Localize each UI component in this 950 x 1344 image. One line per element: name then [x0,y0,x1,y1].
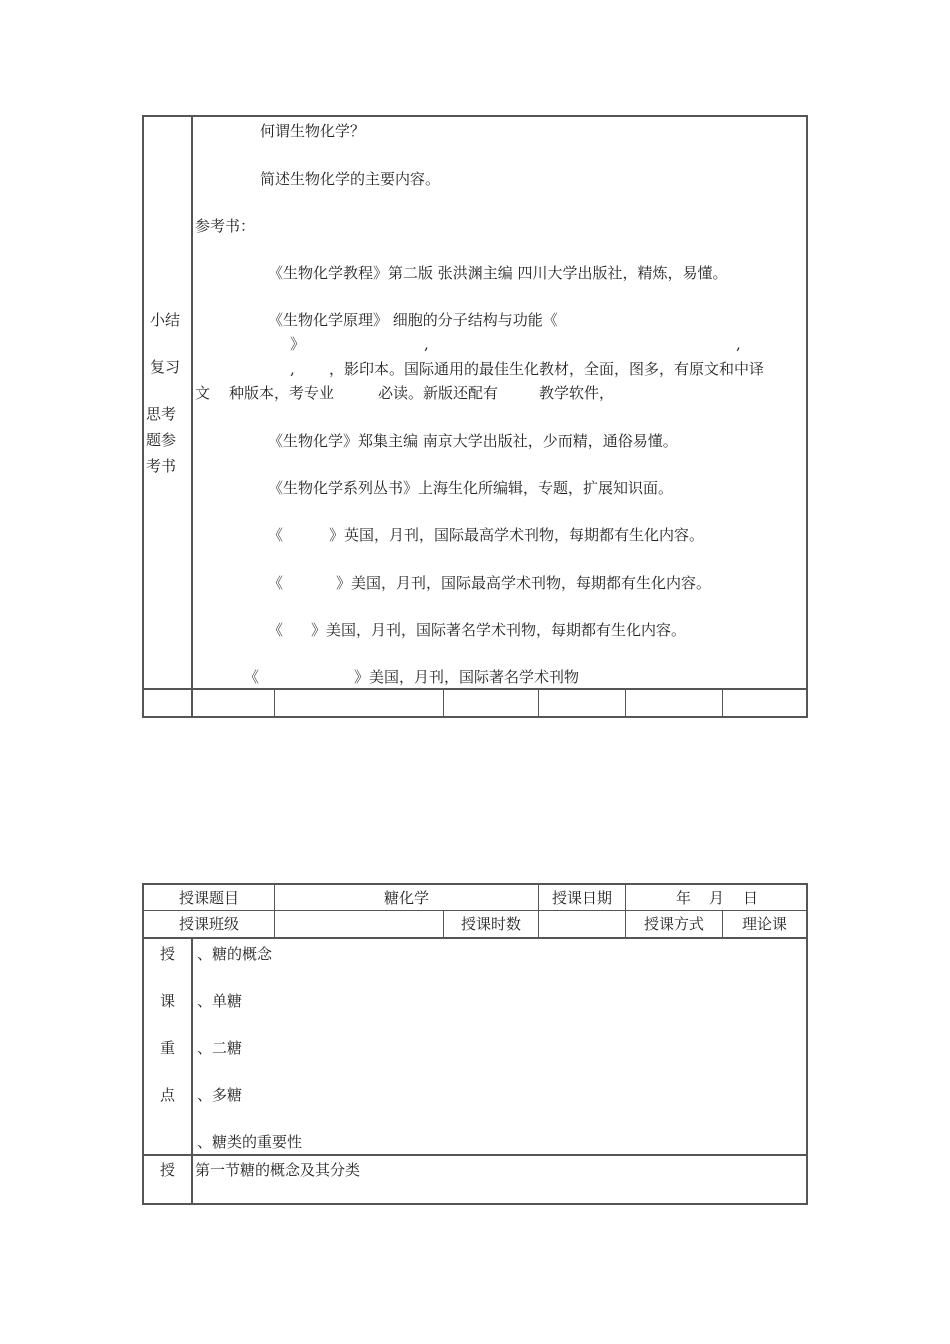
side-label-line: 题参 [146,431,177,449]
focus-label-char: 授 [160,945,176,963]
table-border [142,688,808,690]
reference-item: 《生物化学教程》第二版 张洪渊主编 四川大学出版社，精炼，易懂。 [268,264,728,282]
side-label-line: 考书 [146,457,177,475]
focus-label-char: 点 [160,1086,176,1104]
side-label-line: 复习 [150,358,181,376]
table-border [806,883,808,1205]
table-border [142,937,808,939]
reference-item: 《生物化学系列丛书》上海生化所编辑，专题，扩展知识面。 [268,479,674,497]
date-day: 日 [743,889,759,907]
journal-item: 》美国，月刊，国际最高学术刊物，每期都有生化内容。 [336,574,712,592]
hours-label: 授课时数 [460,915,521,933]
journal-item: 》美国，月刊，国际著名学术刊物，每期都有生化内容。 [311,621,687,639]
reference-fragment: 》 [290,335,306,353]
table-border [274,688,275,718]
side-label-line: 小结 [150,311,181,329]
reference-fragment: 种版本，考专业 [229,384,335,402]
table-border [142,115,144,718]
focus-item: 、二糖 [197,1039,243,1057]
topic-value: 糖化学 [383,888,429,907]
section-heading: 第一节糖的概念及其分类 [195,1161,361,1179]
table-border [806,115,808,718]
table-border [722,688,723,718]
table-border [538,688,539,718]
table-border [625,688,626,718]
reference-fragment: , [424,335,429,353]
reference-item: 《生物化学原理》 细胞的分子结构与功能《 [268,311,558,329]
topic-label: 授课题目 [178,888,239,907]
journal-open-bracket: 《 [268,621,284,639]
date-month: 月 [709,889,725,907]
journal-open-bracket: 《 [268,526,284,544]
table-border [142,115,808,117]
reference-item: 《生物化学》郑集主编 南京大学出版社，少而精，通俗易懂。 [268,432,678,450]
focus-item: 、单糖 [197,992,243,1010]
table-border [142,1154,808,1156]
question-line: 简述生物化学的主要内容。 [260,170,441,188]
table-border [625,883,626,911]
reference-fragment: ，影印本。国际通用的最佳生化教材，全面，图多，有原文和中译 [329,360,765,378]
table-border [142,1203,808,1205]
side-label-line: 思考 [146,405,177,423]
reference-fragment: 教学软件， [539,384,615,402]
reference-fragment: , [290,360,295,378]
journal-item: 》英国，月刊，国际最高学术刊物，每期都有生化内容。 [329,526,705,544]
class-value [275,911,443,937]
class-label: 授课班级 [178,915,239,933]
journal-item: 》美国，月刊，国际著名学术刊物 [354,668,580,686]
reference-fragment: , [736,335,741,353]
table-border [443,688,444,718]
hours-value [539,911,625,937]
focus-item: 、糖的概念 [197,945,273,963]
method-value: 理论课 [741,915,787,933]
method-label: 授课方式 [643,915,704,933]
reference-heading: 参考书： [195,217,256,235]
focus-label-char: 课 [160,992,176,1010]
content-label: 授 [160,1161,176,1179]
focus-item: 、多糖 [197,1086,243,1104]
journal-open-bracket: 《 [268,574,284,592]
date-year: 年 [676,889,692,907]
date-label: 授课日期 [551,888,612,907]
question-line: 何谓生物化学？ [260,122,366,140]
table-border [191,115,193,718]
focus-item: 、糖类的重要性 [197,1133,303,1151]
reference-fragment: 文 [195,384,211,402]
reference-fragment: 必读。新版还配有 [378,384,499,402]
table-border [142,716,808,718]
focus-label-char: 重 [160,1039,176,1057]
journal-open-bracket: 《 [244,668,260,686]
table-border [191,937,193,1205]
